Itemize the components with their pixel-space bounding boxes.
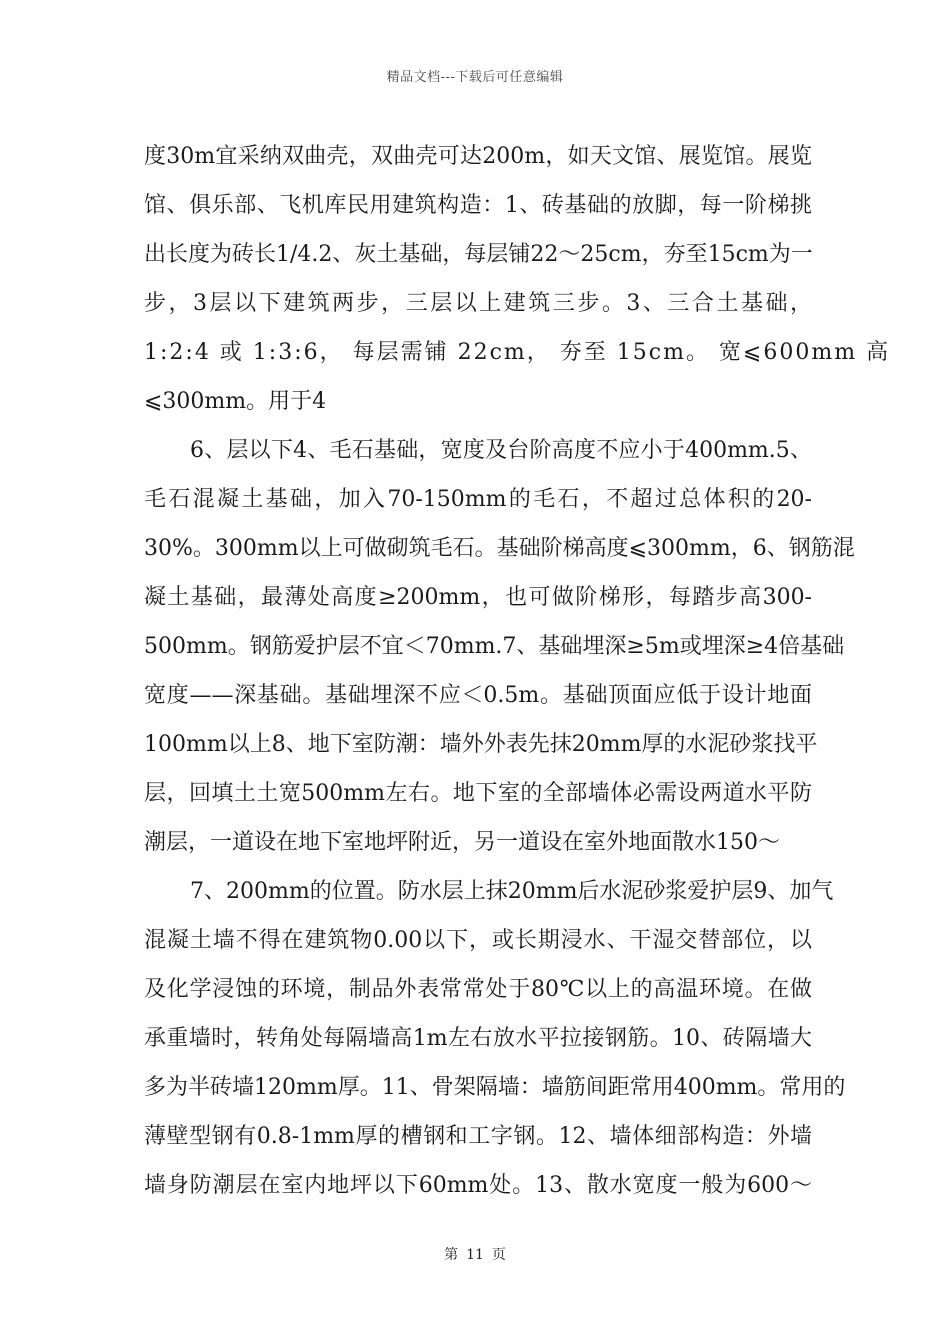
body-text	[144, 132, 891, 1210]
page-label-suffix: 页	[491, 1247, 506, 1263]
text-line: 馆、俱乐部、飞机库民用建筑构造：1、砖基础的放脚，每一阶梯挑	[144, 193, 812, 218]
text-line: 7、200mm的位置。防水层上抹20mm后水泥砂浆爱护层9、加气	[190, 879, 834, 904]
text-line: 1:2:4 或 1:3:6， 每层需铺 22cm， 夯至 15cm。 宽⩽600mm 高	[144, 340, 891, 365]
text-line: 及化学浸蚀的环境，制品外表常常处于80℃以上的高温环境。在做	[144, 977, 812, 1002]
paragraph	[144, 132, 891, 426]
text-line: 出长度为砖长1/4.2、灰土基础，每层铺22～25cm，夯至15cm为一	[144, 242, 813, 267]
text-line: 毛石混凝土基础，加入70-150mm的毛石，不超过总体积的20-	[144, 487, 812, 512]
text-line: 层，回填土土宽500mm左右。地下室的全部墙体必需设两道水平防	[144, 781, 812, 806]
text-line: 6、层以下4、毛石基础，宽度及台阶高度不应小于400mm.5、	[190, 438, 812, 463]
page-label-prefix: 第	[444, 1247, 459, 1263]
text-line: 30%。300mm以上可做砌筑毛石。基础阶梯高度⩽300mm，6、钢筋混	[144, 536, 855, 561]
text-line: 步，3层以下建筑两步，三层以上建筑三步。3、三合土基础，	[144, 291, 812, 316]
text-line: 薄壁型钢有0.8-1mm厚的槽钢和工字钢。12、墙体细部构造：外墙	[144, 1124, 812, 1149]
text-line: 凝土基础，最薄处高度≥200mm，也可做阶梯形，每踏步高300-	[144, 585, 812, 610]
page-number: 11	[466, 1247, 484, 1263]
text-line: ⩽300mm。用于4	[144, 389, 327, 414]
text-line: 500mm。钢筋爱护层不宜＜70mm.7、基础埋深≥5m或埋深≥4倍基础	[144, 634, 845, 659]
paragraph	[144, 426, 855, 867]
text-line: 混凝土墙不得在建筑物0.00以下，或长期浸水、干湿交替部位，以	[144, 928, 812, 953]
text-line: 100mm以上8、地下室防潮：墙外外表先抹20mm厚的水泥砂浆找平	[144, 732, 818, 757]
text-line: 多为半砖墙120mm厚。11、骨架隔墙：墙筋间距常用400mm。常用的	[144, 1075, 846, 1100]
page-footer	[0, 1244, 950, 1264]
text-line: 承重墙时，转角处每隔墙高1m左右放水平拉接钢筋。10、砖隔墙大	[144, 1026, 812, 1051]
text-line: 潮层，一道设在地下室地坪附近，另一道设在室外地面散水150～	[144, 830, 780, 855]
paragraph	[144, 867, 846, 1210]
text-line: 宽度——深基础。基础埋深不应＜0.5m。基础顶面应低于设计地面	[144, 683, 812, 708]
text-line: 度30m宜采纳双曲壳，双曲壳可达200m，如天文馆、展览馆。展览	[144, 144, 812, 169]
page-header: 精品文档---下载后可任意编辑	[386, 70, 564, 85]
text-line: 墙身防潮层在室内地坪以下60mm处。13、散水宽度一般为600～	[144, 1173, 812, 1198]
